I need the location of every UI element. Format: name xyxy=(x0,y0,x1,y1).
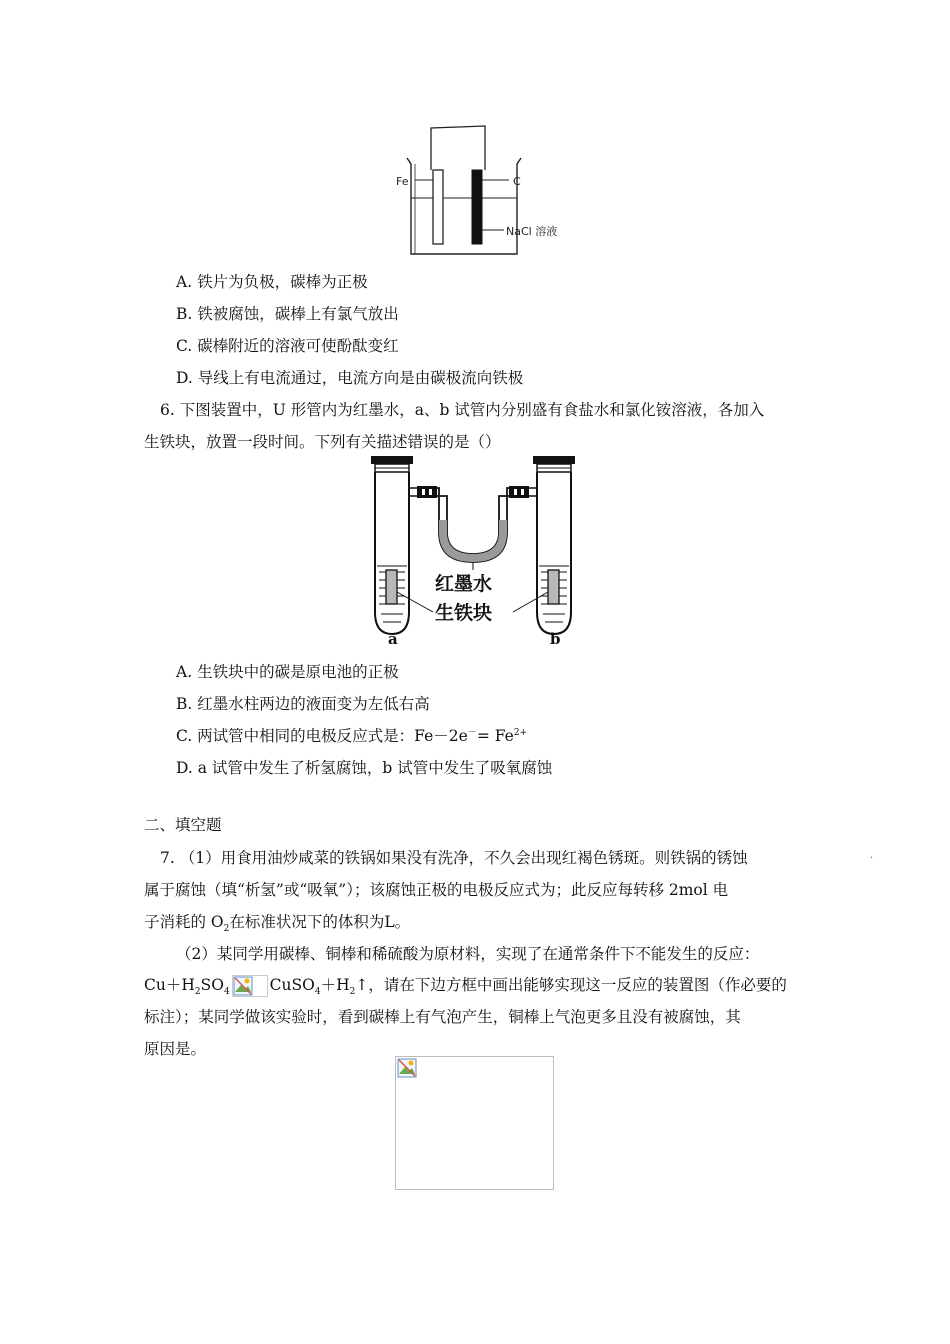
electron-charge: － xyxy=(467,727,477,738)
option-text: 铁片为负极，碳棒为正极 xyxy=(197,273,368,291)
subscript: 4 xyxy=(314,987,321,998)
equation-part: = Fe xyxy=(476,727,514,745)
q6-option-d xyxy=(176,758,552,778)
text-part: ＋H xyxy=(320,976,350,994)
q6-option-a xyxy=(176,662,399,682)
pig-iron-label: 生铁块 xyxy=(435,602,493,624)
q7-p2-line2 xyxy=(144,975,787,997)
option-letter: C. xyxy=(176,727,193,745)
text-part: 子消耗的 O xyxy=(144,913,224,931)
section-title: 二、填空题 xyxy=(144,816,222,834)
text-part: CuSO xyxy=(269,976,315,994)
subscript: 4 xyxy=(223,987,230,998)
broken-image-icon xyxy=(397,1058,417,1078)
subscript: 2 xyxy=(349,987,356,998)
equation-part: 两试管中相同的电极反应式是：Fe－2e xyxy=(197,727,468,745)
electrochem-cell-figure xyxy=(385,118,585,258)
q7-p2-line4: 原因是。 xyxy=(144,1040,207,1058)
q5-option-c xyxy=(176,336,399,356)
text-part: 在标准状况下的体积为L。 xyxy=(229,913,411,931)
option-text: 红墨水柱两边的液面变为左低右高 xyxy=(197,695,430,713)
red-ink-label: 红墨水 xyxy=(435,573,493,595)
text-part: ↑，请在下边方框中画出能够实现这一反应的装置图（作必要的 xyxy=(355,976,787,994)
text-part: SO xyxy=(200,976,224,994)
c-label: C xyxy=(513,175,521,188)
q7-p2-line3: 标注）；某同学做该实验时，看到碳棒上有气泡产生，铜棒上气泡更多且没有被腐蚀，其 xyxy=(144,1008,741,1026)
text-part: Cu＋H xyxy=(144,976,195,994)
option-text xyxy=(197,727,527,745)
option-letter: C. xyxy=(176,337,193,355)
ion-charge: 2+ xyxy=(513,727,528,738)
fe-label: Fe xyxy=(396,175,409,188)
q7-p2-line1: （2）某同学用碳棒、铜棒和稀硫酸为原材料，实现了在通常条件下不能发生的反应： xyxy=(176,945,760,963)
broken-image-icon xyxy=(232,975,268,997)
option-letter: A. xyxy=(176,273,193,291)
option-text: a 试管中发生了析氢腐蚀，b 试管中发生了吸氧腐蚀 xyxy=(197,759,553,777)
u-tube-corrosion-figure xyxy=(355,452,595,648)
option-text: 碳棒附近的溶液可使酚酞变红 xyxy=(197,337,399,355)
nacl-solution-label: NaCl 溶液 xyxy=(506,225,558,238)
option-text: 铁被腐蚀，碳棒上有氯气放出 xyxy=(197,305,399,323)
tube-a-label: a xyxy=(388,630,398,648)
option-letter: B. xyxy=(176,305,193,323)
q7-p1-line2: 属于腐蚀（填“析氢”或“吸氧”）；该腐蚀正极的电极反应式为；此反应每转移 2mol 电 xyxy=(144,881,729,899)
q5-option-d xyxy=(176,368,523,388)
option-letter: A. xyxy=(176,663,193,681)
q6-option-b xyxy=(176,694,430,714)
option-letter: B. xyxy=(176,695,193,713)
option-letter: D. xyxy=(176,759,193,777)
q6-stem-line2: 生铁块，放置一段时间。下列有关描述错误的是（） xyxy=(144,433,501,451)
q5-option-b xyxy=(176,304,399,324)
option-letter: D. xyxy=(176,369,193,387)
q5-option-a xyxy=(176,272,368,292)
subscript: 2 xyxy=(194,987,201,998)
option-text: 生铁块中的碳是原电池的正极 xyxy=(197,663,399,681)
q7-p1-line1: 7. （1）用食用油炒咸菜的铁锅如果没有洗净，不久会出现红褐色锈斑。则铁锅的锈蚀 xyxy=(160,849,748,867)
q6-stem-line1: 6. 下图装置中，U 形管内为红墨水，a、b 试管内分别盛有食盐水和氯化铵溶液，各加入 xyxy=(160,401,765,419)
answer-drawing-box xyxy=(395,1056,554,1190)
q6-option-c xyxy=(176,726,527,746)
margin-mark: . xyxy=(870,850,874,861)
tube-b-label: b xyxy=(550,630,561,648)
option-text: 导线上有电流通过，电流方向是由碳极流向铁极 xyxy=(197,369,524,387)
subscript: 2 xyxy=(223,924,230,935)
q7-p1-line3 xyxy=(144,912,411,935)
